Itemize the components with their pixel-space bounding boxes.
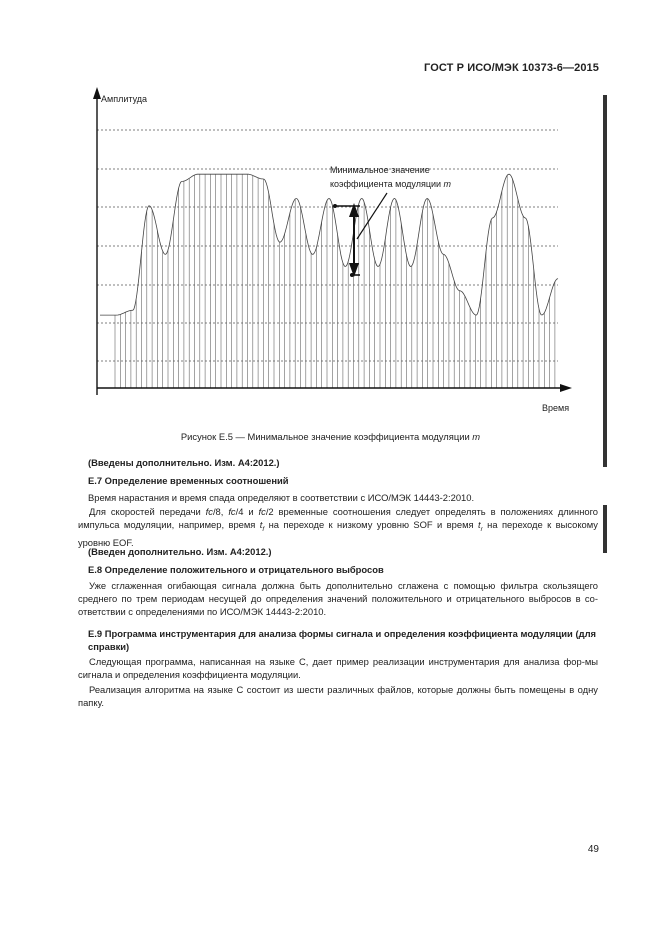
annotation-line-2: коэффициента модуляции m xyxy=(330,179,452,189)
amendment-note-1: (Введены дополнительно. Изм. А4:2012.) xyxy=(88,457,280,468)
min-level-dot xyxy=(350,273,354,277)
annotation-line-1: Минимальное значение xyxy=(330,165,430,175)
heading-e9: Е.9 Программа инструментария для анализа формы сигнала и определения коэффициента модуляции (для справки) xyxy=(88,628,596,653)
figure-caption: Рисунок Е.5 — Минимальное значение коэффициента модуляции m xyxy=(180,431,481,442)
paragraph-e7-2: Для скоростей передачи fc/8, fc/4 и fc/2 временные соотношения следует определять в положениях длинного импульса модуляции, например, время $t_f$ на переходе к низкому уровню SOF и время $t_r$ на переходе к высокому уровню EOF. xyxy=(78,506,599,549)
signal-envelope xyxy=(100,174,558,315)
page-number: 49 xyxy=(587,844,599,855)
modulation-chart xyxy=(80,85,580,425)
y-axis-arrow xyxy=(93,87,101,99)
document-header: ГОСТ Р ИСО/МЭК 10373-6—2015 xyxy=(424,62,599,74)
max-level-dot xyxy=(333,204,337,208)
paragraph-e9-2: Реализация алгоритма на языке С состоит из шести различных файлов, которые должны быть помещены в одну папку. xyxy=(78,684,598,709)
chart-gridlines xyxy=(97,130,558,361)
annotation-pointer xyxy=(357,193,387,239)
x-axis-arrow xyxy=(560,384,572,392)
y-axis-label: Амплитуда xyxy=(101,94,148,104)
heading-e8: Е.8 Определение положительного и отрицательного выбросов xyxy=(88,564,384,575)
paragraph-e9-1: Следующая программа, написанная на языке С, дает пример реализации инструментария для анализа фор-мы сигнала и определения коэффициента модуляции. xyxy=(78,656,598,681)
heading-e7: Е.7 Определение временных соотношений xyxy=(88,475,289,486)
revision-bar-2 xyxy=(603,505,607,553)
x-axis-label: Время xyxy=(542,403,570,413)
revision-bar-1 xyxy=(603,95,607,467)
paragraph-e7-1: Время нарастания и время спада определяют в соответствии с ИСО/МЭК 14443-2:2010. xyxy=(88,492,475,503)
amendment-note-2: (Введен дополнительно. Изм. А4:2012.) xyxy=(88,546,272,557)
paragraph-e8: Уже сглаженная огибающая сигнала должна быть дополнительно сглажена с помощью фильтра скользящего среднего по трем периодам несущей до определения значений положительного и отрицательного выбросов в со-ответствии с определениями по ИСО/МЭК 14443-2:2010. xyxy=(78,580,598,618)
